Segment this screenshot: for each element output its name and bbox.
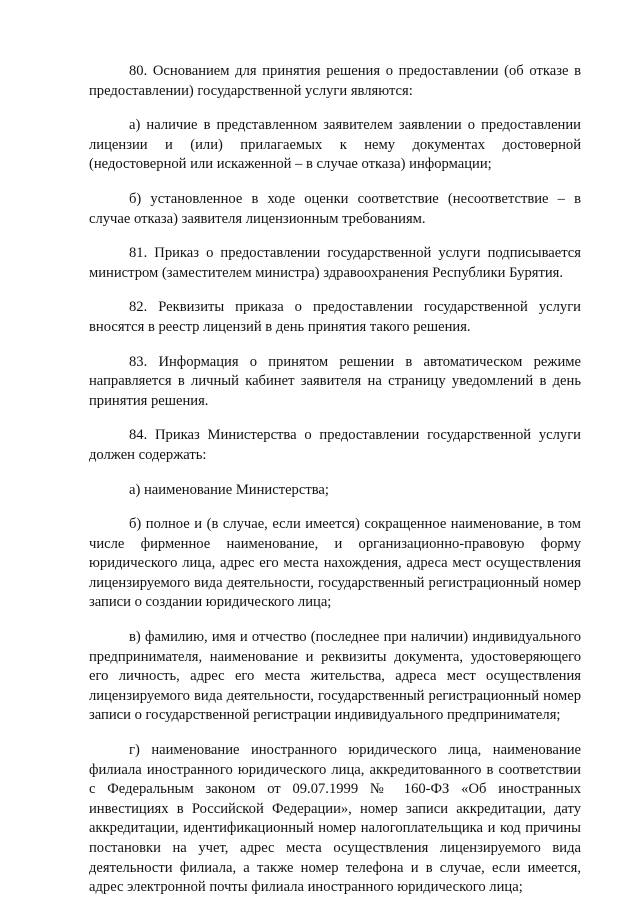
paragraph-82: 82. Реквизиты приказа о предоставлении государственной услуги вносятся в реестр лицензий в день принятия такого решения. — [89, 299, 581, 335]
paragraph-84-a: а) наименование Министерства; — [129, 481, 329, 498]
document-body — [89, 62, 581, 913]
paragraph-84-g: г) наименование иностранного юридического лица, наименование филиала иностранного юридического лица, аккредитованного в соответствии с Федеральным законом от 09.07.1999 № 160-ФЗ «Об иностранных инвестициях в Российской Федерации», номер записи аккредитации, дату аккредитации, идентификационный номер налогоплательщика и код причины постановки на учет, адрес места осуществления лицензируемого вида деятельности филиала, а также номер телефона и в случае, если имеется, адрес электронной почты филиала иностранного юридического лица; — [89, 742, 581, 896]
paragraph-84: 84. Приказ Министерства о предоставлении государственной услуги должен содержать: — [89, 427, 581, 463]
paragraph-84-b: б) полное и (в случае, если имеется) сокращенное наименование, в том числе фирменное наименование, и организационно-правовую форму юридического лица, адрес его места нахождения, адреса мест осуществления лицензируемого вида деятельности, государственный регистрационный номер записи о создании юридического лица; — [89, 516, 581, 611]
paragraph-83: 83. Информация о принятом решении в автоматическом режиме направляется в личный кабинет заявителя на страницу уведомлений в день принятия решения. — [89, 353, 581, 409]
paragraph-84-v: в) фамилию, имя и отчество (последнее при наличии) индивидуального предпринимателя, наименование и реквизиты документа, удостоверяющего его личность, адрес его места жительства, адреса мест осуществления лицензируемого вида деятельности, государственный регистрационный номер записи о государственной регистрации индивидуального предпринимателя; — [89, 629, 581, 724]
paragraph-80: 80. Основанием для принятия решения о предоставлении (об отказе в предоставлении) государственной услуги являются: — [89, 63, 581, 99]
paragraph-80-b: б) установленное в ходе оценки соответствие (несоответствие – в случае отказа) заявителя лицензионным требованиям. — [89, 190, 581, 227]
paragraph-81: 81. Приказ о предоставлении государственной услуги подписывается министром (заместителем министра) здравоохранения Республики Бурятия. — [89, 245, 581, 281]
paragraph-80-a: а) наличие в представленном заявителем заявлении о предоставлении лицензии и (или) прилагаемых к нему документах достоверной (недостоверной или искаженной – в случае отказа) информации; — [89, 117, 581, 173]
